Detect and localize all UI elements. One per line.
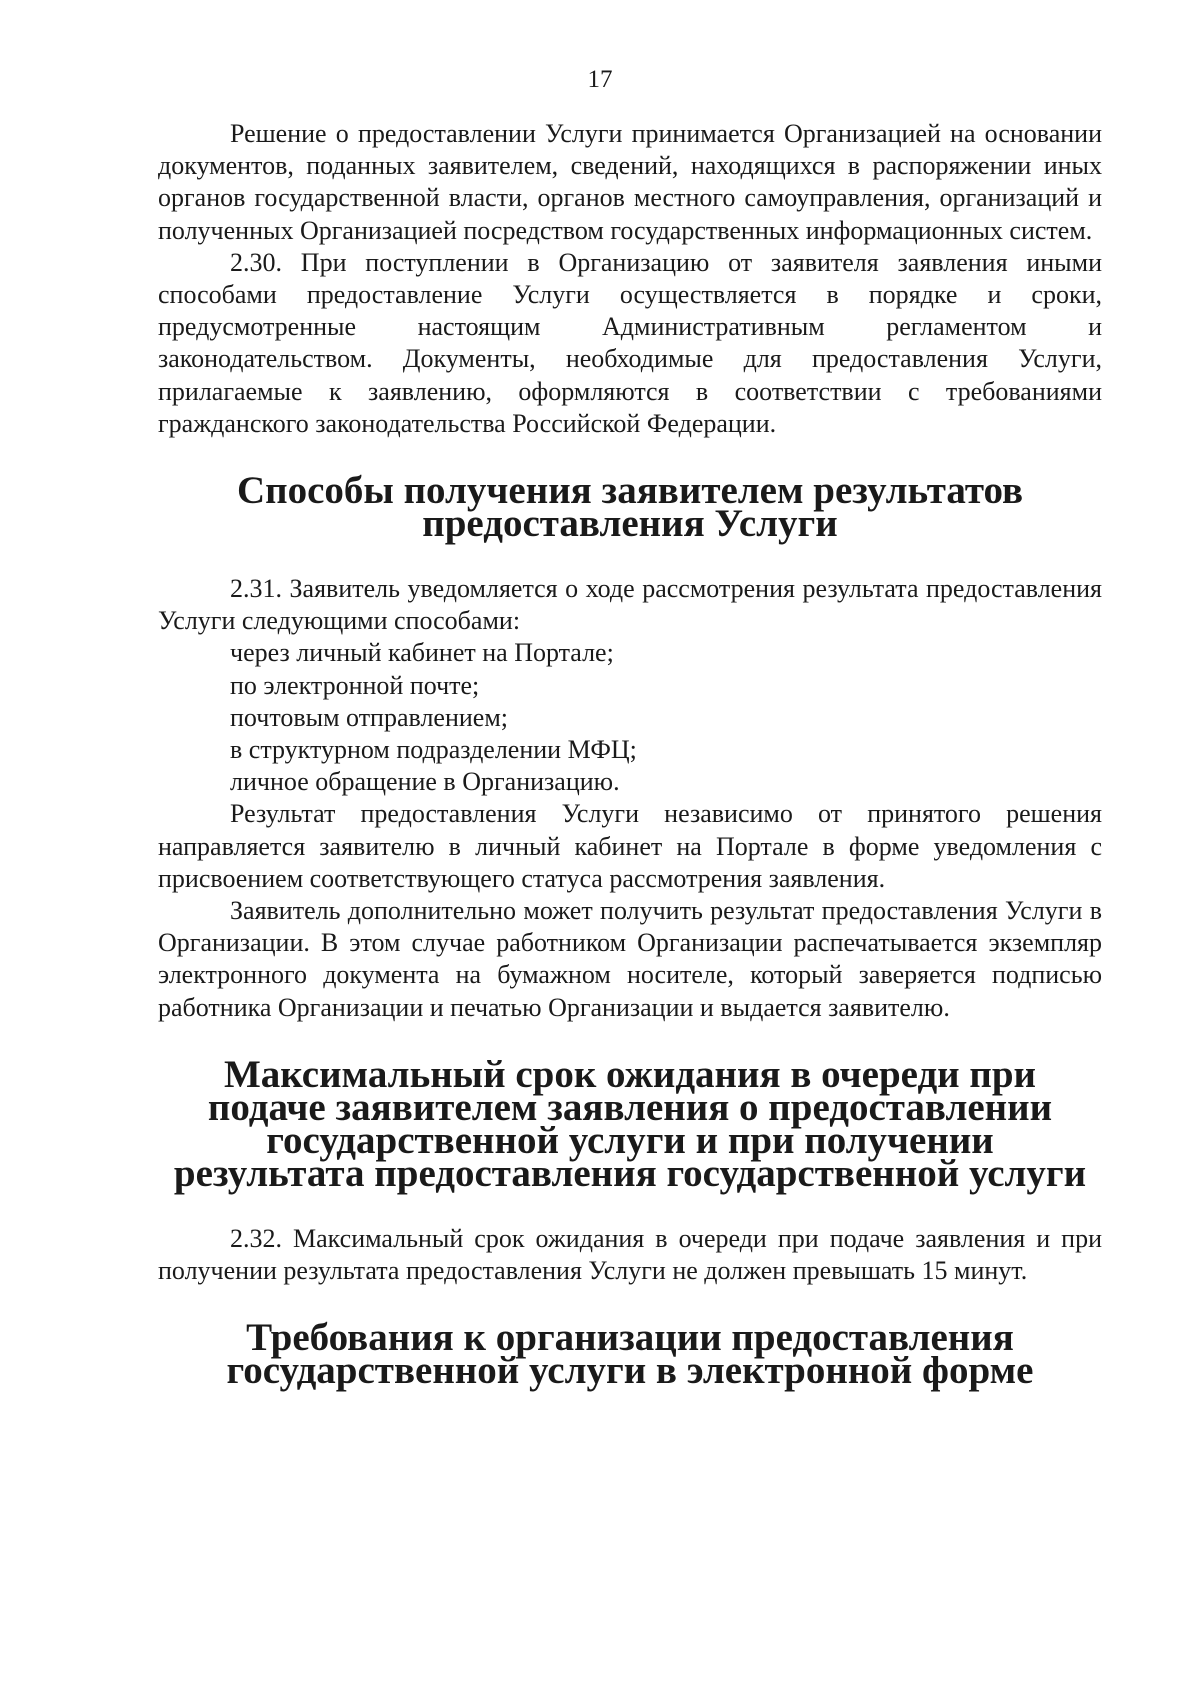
section-heading-queue-time: Максимальный срок ожидания в очереди при подаче заявителем заявления о предоставлении государственной услуги и при получении результата предоставления государственной услуги <box>173 1052 1087 1195</box>
paragraph-result-delivery: Результат предоставления Услуги независимо от принятого решения направляется заявителю в личный кабинет на Портале в форме уведомления с присвоением соответствующего статуса рассмотрения заявления. <box>158 799 1102 893</box>
section-heading-result-methods: Способы получения заявителем результатов предоставления Услуги <box>236 469 1024 546</box>
paragraph-2-31-intro: 2.31. Заявитель уведомляется о ходе рассмотрения результата предоставления Услуги следующими способами: <box>158 574 1102 636</box>
list-item-portal: через личный кабинет на Портале; <box>230 638 614 668</box>
list-item-email: по электронной почте; <box>230 670 480 700</box>
paragraph-2-30: 2.30. При поступлении в Организацию от заявителя заявления иными способами предоставление Услуги осуществляется в порядке и сроки, предусмотренные настоящим Административным регламентом и законодательством. Документы, необходимые для предоставления Услуги, прилагаемые к заявлению, оформляются в соответствии с требованиями гражданского законодательства Российской Федерации. <box>158 247 1102 438</box>
list-item-mfc: в структурном подразделении МФЦ; <box>230 735 637 765</box>
list-item-personal: личное обращение в Организацию. <box>230 767 620 797</box>
paragraph-result-paper: Заявитель дополнительно может получить результат предоставления Услуги в Организации. В этом случае работником Организации распечатывается экземпляр электронного документа на бумажном носителе, который заверяется подписью работника Организации и печатью Организации и выдается заявителю. <box>158 896 1102 1022</box>
section-heading-electronic-form: Требования к организации предоставления государственной услуги в электронной форме <box>226 1316 1034 1393</box>
paragraph-decision: Решение о предоставлении Услуги принимается Организацией на основании документов, поданных заявителем, сведений, находящихся в распоряжении иных органов государственной власти, органов местного самоуправления, организаций и полученных Организацией посредством государственных информационных систем. <box>158 119 1102 245</box>
document-body <box>158 118 1102 1393</box>
list-item-post: почтовым отправлением; <box>230 702 509 732</box>
paragraph-2-32: 2.32. Максимальный срок ожидания в очереди при подаче заявления и при получении результата предоставления Услуги не должен превышать 15 минут. <box>158 1223 1102 1286</box>
page-number: 17 <box>587 66 613 93</box>
